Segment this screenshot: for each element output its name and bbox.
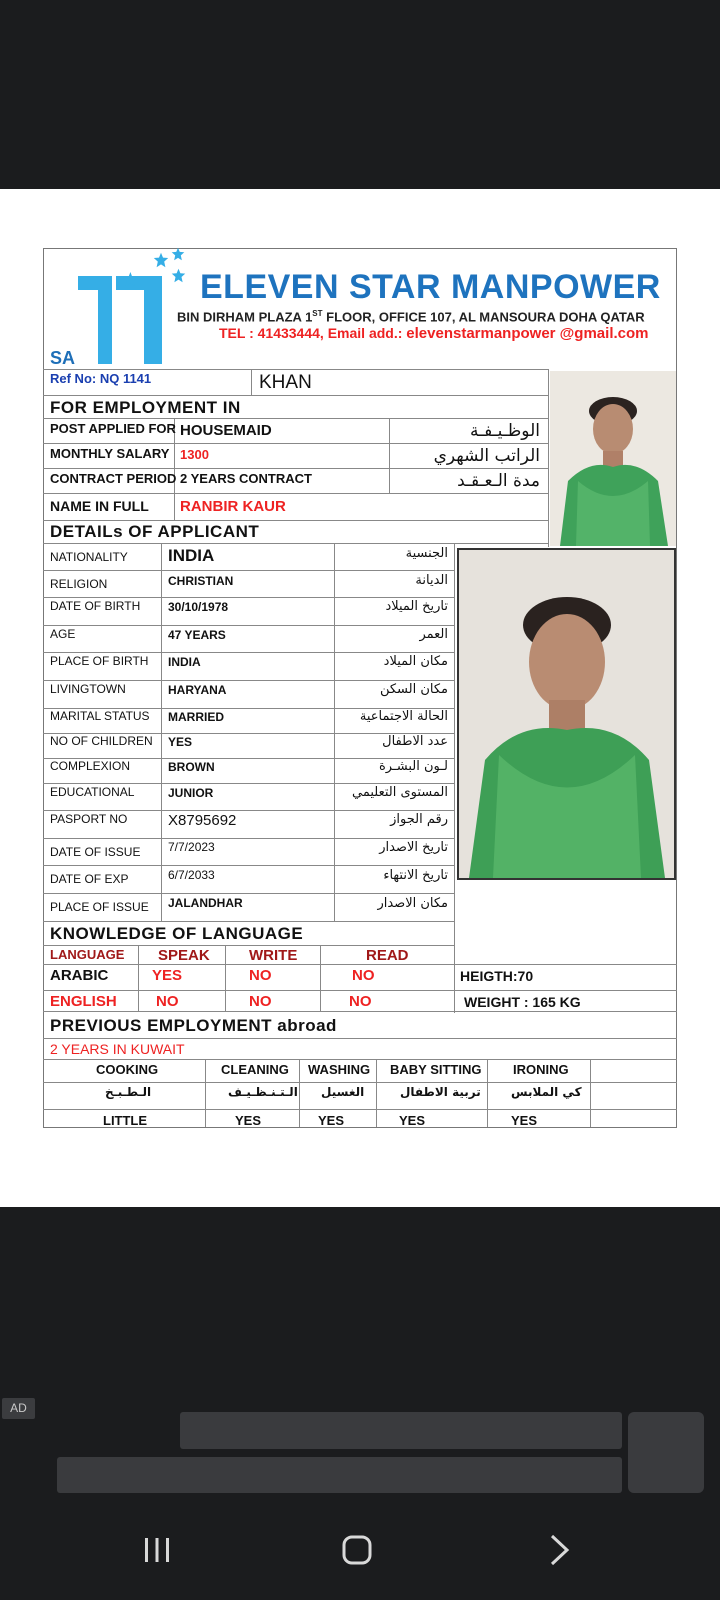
lang-speak: NO	[156, 993, 179, 1010]
detail-label: MARITAL STATUS	[50, 709, 150, 723]
lang-read: NO	[352, 967, 375, 984]
skill-name: IRONING	[513, 1062, 569, 1077]
detail-arabic: الحالة الاجتماعية	[359, 709, 448, 724]
logo-prefix: SA	[50, 348, 76, 368]
skill-arabic: الـتـنـظـيـف	[228, 1085, 298, 1099]
detail-value: INDIA	[168, 655, 201, 669]
detail-arabic: الجنسية	[405, 546, 448, 561]
detail-label: NO OF CHILDREN	[50, 734, 153, 748]
detail-label: EDUCATIONAL	[50, 785, 135, 799]
salary-value: 1300	[180, 447, 209, 462]
company-email[interactable]: elevenstarmanpower @gmail.com	[406, 325, 649, 342]
detail-label: DATE OF ISSUE	[50, 845, 141, 859]
detail-value: 7/7/2023	[168, 840, 215, 854]
contract-label: CONTRACT PERIOD	[50, 471, 177, 486]
detail-value: INDIA	[168, 546, 215, 565]
lang-write: NO	[249, 993, 272, 1010]
detail-value: 30/10/1978	[168, 600, 229, 614]
skill-arabic: الـطـبـخ	[105, 1085, 152, 1099]
detail-value: MARRIED	[168, 710, 224, 724]
back-icon[interactable]	[540, 1530, 580, 1570]
detail-value: JUNIOR	[168, 786, 214, 800]
detail-value: 6/7/2033	[168, 868, 215, 882]
star-icon	[171, 247, 185, 261]
detail-arabic: رقم الجواز	[390, 812, 448, 827]
detail-arabic: عدد الاطفال	[382, 734, 448, 749]
salary-label: MONTHLY SALARY	[50, 446, 170, 461]
lang-name: ARABIC	[50, 967, 109, 984]
post-label: POST APPLIED FOR	[50, 421, 176, 436]
detail-label: NATIONALITY	[50, 550, 128, 564]
detail-arabic: الديانة	[415, 573, 448, 588]
company-name: ELEVEN STAR MANPOWER	[200, 268, 661, 306]
skill-level: LITTLE	[103, 1113, 148, 1128]
recent-apps-icon[interactable]	[137, 1530, 177, 1570]
skill-name: COOKING	[96, 1062, 159, 1077]
skill-level: YES	[399, 1113, 426, 1128]
detail-value: X8795692	[168, 812, 237, 829]
detail-label: COMPLEXION	[50, 759, 131, 773]
lang-col-header: SPEAK	[158, 947, 210, 964]
post-arabic: الوظـيـفـة	[469, 421, 540, 441]
skill-arabic: الغسيل	[321, 1085, 365, 1099]
detail-arabic: تاريخ الانتهاء	[383, 868, 448, 883]
detail-arabic: لـون البشـرة	[378, 759, 448, 774]
detail-arabic: مكان الميلاد	[383, 654, 448, 669]
lang-name: ENGLISH	[50, 993, 117, 1010]
weight-value: WEIGHT : 165 KG	[464, 994, 581, 1010]
skill-arabic: تربية الاطفال	[400, 1085, 481, 1099]
skill-name: BABY SITTING	[390, 1062, 482, 1077]
name-value: RANBIR KAUR	[180, 498, 286, 515]
employment-heading: FOR EMPLOYMENT IN	[50, 398, 241, 417]
ad-placeholder-line[interactable]	[180, 1412, 622, 1449]
detail-arabic: مكان السكن	[379, 682, 448, 697]
lang-col-header: WRITE	[249, 947, 298, 964]
lang-read: NO	[349, 993, 372, 1010]
surname: KHAN	[259, 372, 312, 393]
detail-arabic: مكان الاصدار	[377, 896, 448, 911]
salary-arabic: الراتب الشهري	[433, 446, 540, 466]
home-icon[interactable]	[337, 1530, 377, 1570]
company-contact: TEL : 41433444, Email add.: elevenstarmanpower @gmail.com	[219, 325, 649, 342]
detail-label: PLACE OF BIRTH	[50, 654, 149, 668]
lang-write: NO	[249, 967, 272, 984]
detail-arabic: تاريخ الميلاد	[385, 599, 448, 614]
height-value: HEIGTH:70	[460, 968, 534, 984]
detail-value: JALANDHAR	[168, 896, 243, 910]
detail-label: RELIGION	[50, 577, 108, 591]
detail-label: AGE	[50, 627, 76, 641]
applicant-photo-large	[457, 548, 676, 880]
detail-label: DATE OF EXP	[50, 872, 129, 886]
detail-value: 47 YEARS	[168, 628, 226, 642]
detail-arabic: المستوى التعليمي	[352, 785, 448, 800]
details-heading: DETAILs OF APPLICANT	[50, 522, 260, 541]
language-heading: KNOWLEDGE OF LANGUAGE	[50, 924, 304, 943]
previous-heading: PREVIOUS EMPLOYMENT abroad	[50, 1016, 337, 1035]
detail-label: LIVINGTOWN	[50, 682, 126, 696]
ad-badge: AD	[2, 1398, 35, 1419]
detail-value: YES	[168, 735, 193, 749]
ref-number: Ref No: NQ 1141	[50, 371, 152, 386]
eleven-star-logo	[72, 268, 168, 364]
name-label: NAME IN FULL	[50, 498, 149, 514]
skill-level: YES	[318, 1113, 345, 1128]
contract-arabic: مدة الـعـقـد	[457, 471, 540, 491]
detail-arabic: العمر	[419, 627, 448, 642]
skill-arabic: كي الملابس	[511, 1085, 582, 1099]
detail-value: BROWN	[168, 760, 215, 774]
ad-placeholder-line[interactable]	[57, 1457, 622, 1493]
post-value: HOUSEMAID	[180, 422, 272, 439]
detail-value: HARYANA	[168, 683, 227, 697]
skill-level: YES	[511, 1113, 538, 1128]
skill-level: YES	[235, 1113, 262, 1128]
lang-col-header: LANGUAGE	[50, 947, 125, 962]
detail-arabic: تاريخ الاصدار	[379, 840, 448, 855]
contract-value: 2 YEARS CONTRACT	[180, 471, 312, 486]
star-icon	[171, 268, 186, 283]
detail-value: CHRISTIAN	[168, 574, 234, 588]
detail-label: PASPORT NO	[50, 812, 128, 826]
applicant-photo-small	[550, 371, 676, 546]
detail-label: PLACE OF ISSUE	[50, 900, 149, 914]
skill-name: CLEANING	[221, 1062, 289, 1077]
previous-value: 2 YEARS IN KUWAIT	[50, 1041, 185, 1057]
ad-placeholder-thumbnail[interactable]	[628, 1412, 704, 1493]
lang-col-header: READ	[366, 947, 409, 964]
lang-speak: YES	[152, 967, 183, 984]
detail-label: DATE OF BIRTH	[50, 599, 141, 613]
skill-name: WASHING	[308, 1062, 371, 1077]
company-address: BIN DIRHAM PLAZA 1ST FLOOR, OFFICE 107, AL MANSOURA DOHA QATAR	[177, 309, 645, 325]
star-icon	[153, 252, 169, 268]
